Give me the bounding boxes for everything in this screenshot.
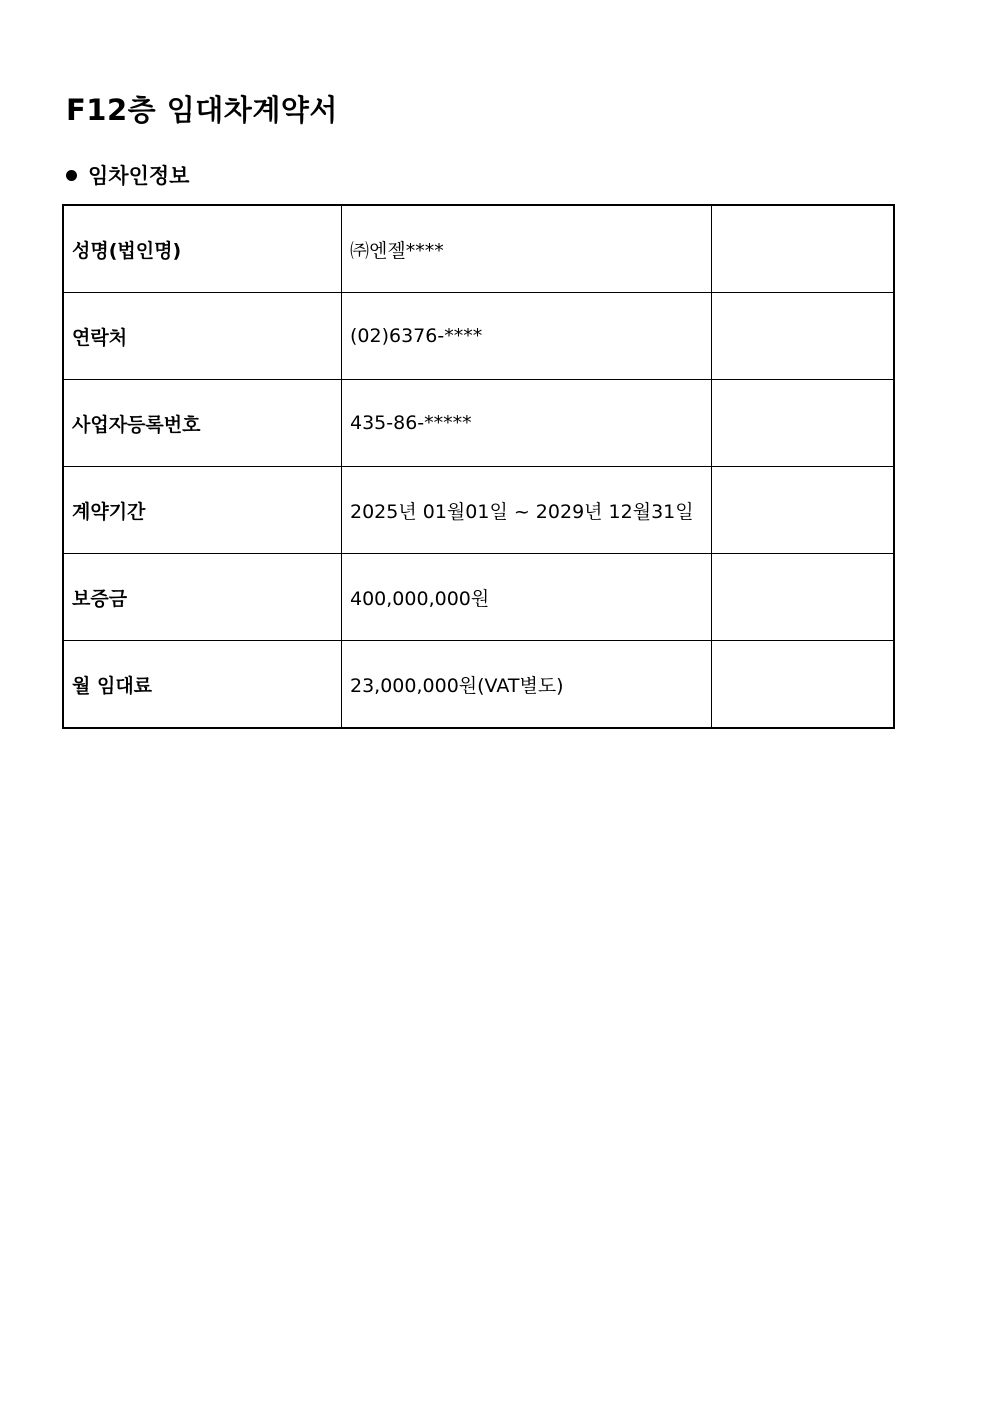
row-extra: [712, 641, 895, 729]
row-extra: [712, 380, 895, 467]
row-value: 435-86-*****: [342, 380, 712, 467]
row-label: 사업자등록번호: [63, 380, 342, 467]
row-extra: [712, 467, 895, 554]
document-title: F12층 임대차계약서: [66, 93, 338, 127]
row-value: 23,000,000원(VAT별도): [342, 641, 712, 729]
row-label: 성명(법인명): [63, 205, 342, 293]
table-row-monthly-rent: [63, 641, 894, 729]
row-value: (02)6376-****: [342, 293, 712, 380]
row-extra: [712, 293, 895, 380]
row-value: ㈜엔젤****: [342, 205, 712, 293]
table-row-deposit: [63, 554, 894, 641]
row-extra: [712, 205, 895, 293]
table-row-business-number: [63, 380, 894, 467]
row-extra: [712, 554, 895, 641]
row-value: 400,000,000원: [342, 554, 712, 641]
section-heading: [66, 160, 189, 190]
row-label: 월 임대료: [63, 641, 342, 729]
tenant-info-table: [62, 204, 895, 729]
row-label: 보증금: [63, 554, 342, 641]
table-row-name: [63, 205, 894, 293]
row-label: 연락처: [63, 293, 342, 380]
bullet-icon: [66, 170, 77, 181]
table-row-contact: [63, 293, 894, 380]
row-label: 계약기간: [63, 467, 342, 554]
section-heading-label: 임차인정보: [88, 164, 190, 188]
row-value: 2025년 01월01일 ~ 2029년 12월31일: [342, 467, 712, 554]
table-row-contract-period: [63, 467, 894, 554]
